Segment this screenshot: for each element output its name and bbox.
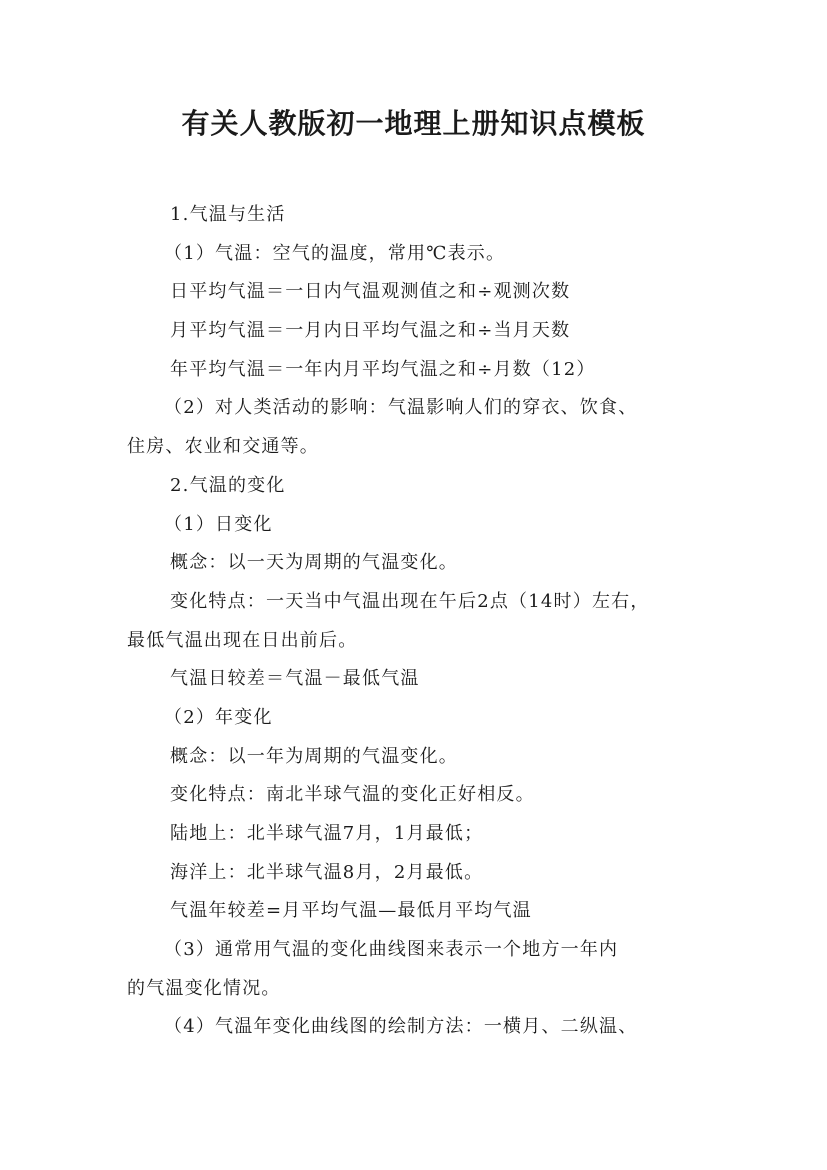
paragraph-line: 变化特点：南北半球气温的变化正好相反。 xyxy=(170,784,535,806)
paragraph-line: 最低气温出现在日出前后。 xyxy=(127,629,358,651)
formula-line: 年平均气温＝一年内月平均气温之和÷月数（12） xyxy=(170,358,596,380)
document-body xyxy=(127,196,727,1047)
paragraph-line: 住房、农业和交通等。 xyxy=(127,436,319,458)
paragraph-line: 概念：以一年为周期的气温变化。 xyxy=(170,745,458,767)
subheading-line: （2）年变化 xyxy=(164,706,273,728)
formula-line: 月平均气温＝一月内日平均气温之和÷当月天数 xyxy=(170,320,571,342)
paragraph-line: 变化特点：一天当中气温出现在午后2点（14时）左右， xyxy=(170,590,650,612)
paragraph-line: （4）气温年变化曲线图的绘制方法：一横月、二纵温、 xyxy=(164,1016,638,1038)
subheading-line: （1）日变化 xyxy=(164,513,273,535)
paragraph-line: （3）通常用气温的变化曲线图来表示一个地方一年内 xyxy=(164,939,619,961)
section-heading-2: 2.气温的变化 xyxy=(170,474,286,496)
document-title: 有关人教版初一地理上册知识点模板 xyxy=(181,107,646,140)
formula-line: 气温年较差=月平均气温—最低月平均气温 xyxy=(170,900,532,922)
formula-line: 气温日较差＝气温－最低气温 xyxy=(170,668,420,690)
paragraph-line: 概念：以一天为周期的气温变化。 xyxy=(170,552,458,574)
paragraph-line: 海洋上：北半球气温8月，2月最低。 xyxy=(170,861,484,883)
section-heading-1: 1.气温与生活 xyxy=(170,204,286,225)
formula-line: 日平均气温＝一日内气温观测值之和÷观测次数 xyxy=(170,281,571,303)
paragraph-line: （1）气温：空气的温度，常用℃表示。 xyxy=(164,242,506,264)
paragraph-line: 的气温变化情况。 xyxy=(127,977,281,999)
paragraph-line: （2）对人类活动的影响：气温影响人们的穿衣、饮食、 xyxy=(164,397,638,419)
paragraph-line: 陆地上：北半球气温7月，1月最低； xyxy=(170,823,484,844)
